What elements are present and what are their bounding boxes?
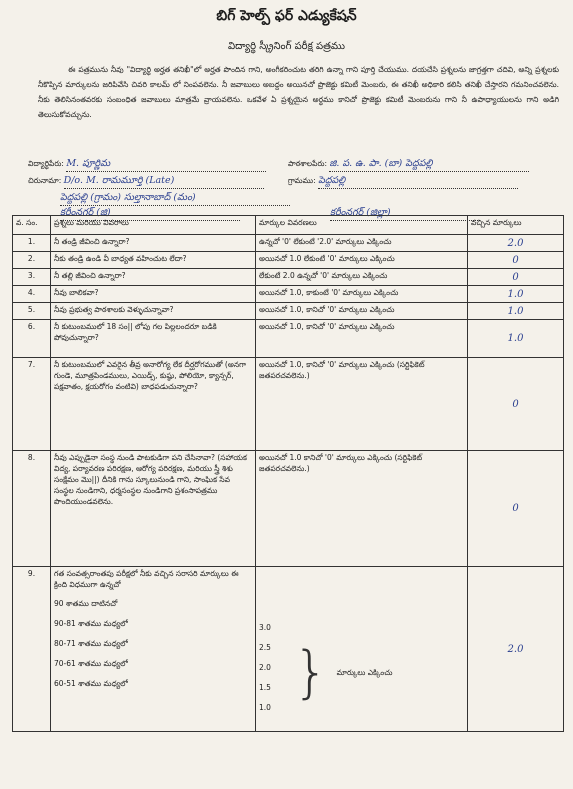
row-number: 5.	[13, 303, 51, 320]
grade-row	[54, 679, 252, 699]
student-name-label: విద్యార్థిపేరు:	[28, 159, 64, 168]
row-score[interactable]	[468, 303, 564, 320]
grade-mark: 2.0	[259, 663, 271, 672]
row-question: నీవు ఎప్పుడైనా సంస్థ నుండి పాటకుడిగా పని చేసినావా? (సహాయక విద్య, పర్యావరణ పరిరక్షణ, ఆరోగ్య పరిరక్షణ, మరియు స్త్రీ శిశు సంక్షేమం మొ||) దీనికి గాను స్కూలునుండి గాని, సాంఘిక సేవ సంస్థల నుండిగాని, ధర్మసంస్థల నుండిగాని ప్రశంసాపత్రము పొందియుండవలెను.	[51, 451, 256, 567]
grade-question: గత సంవత్సరాంతపు పరీక్షలో నీకు వచ్చిన సరాసరి మార్కులు ఈ క్రింది విధముగా ఉన్నచో	[54, 569, 239, 589]
form-subtitle: విద్యార్థి స్క్రీనింగ్ పరీక్ష పత్రము	[228, 41, 345, 52]
grade-row	[54, 639, 252, 659]
row-score[interactable]	[468, 320, 564, 358]
row-question	[51, 567, 256, 732]
row-score[interactable]	[468, 252, 564, 269]
score-value: 0	[512, 271, 519, 283]
grade-range: 90-81 శాతము మధ్యలో	[54, 619, 128, 628]
score-value: 1.0	[507, 288, 524, 300]
address-field	[28, 175, 264, 189]
grade-row	[54, 659, 252, 679]
table-row	[13, 567, 564, 732]
village-field	[288, 175, 518, 189]
row-marking: అయినచో 1.0 కానిచో '0' మార్కులు ఎక్కించు (సర్టిఫికెట్ జతపరచవలెను.)	[256, 451, 468, 567]
table-row	[13, 303, 564, 320]
row-marking: అయినచో 1.0, కానిచో '0' మార్కులు ఎక్కించు (సర్టిఫికెట్ జతపరచవలెను.)	[256, 358, 468, 451]
address-line-3-value: కరీంనగర్ (జి)	[60, 207, 111, 218]
row-score[interactable]	[468, 286, 564, 303]
row-marking: అయినచో 1.0 లేకుంటే '0' మార్కులు ఎక్కించు	[256, 252, 468, 269]
row-marking: అయినచో 1.0, కానిచో '0' మార్కులు ఎక్కించు	[256, 320, 468, 358]
row-marking: అయినచో 1.0, కాకుంటే '0' మార్కులు ఎక్కించు	[256, 286, 468, 303]
col-header-serial: వ. సం.	[13, 216, 51, 235]
row-marking: లేకుంటే 2.0 ఉన్నచో '0' మార్కులు ఎక్కించు	[256, 269, 468, 286]
row-number: 9.	[13, 567, 51, 732]
instructions-paragraph: ఈ పత్రమును నీవు "విద్యార్థి అర్హత తనిఖీ"లో అర్హత పొందిన గాని, అంగీకరించుట తరిగి ఉన్నా గాని పూర్తి చేయుము. దయచేసి ప్రశ్నలను జాగ్రత్తగా చదివి, అన్ని ప్రశ్నలకు నీకొప్పిన మార్కులను జరిపివేసి చివరి కాలమ్ లో నింపవలెను. నీ జవాబులు అబద్దం అయినచో ప్రొజెక్టు కమిటీ మెంబరు, ఈ తనిఖీ అధికారి కలిసి తనిఖీ చేస్తారని గమనించవలెను. నీకు తెలిసినంతవరకు సంబంధిత జవాబులు మాత్రమే వ్రాయవలెను. ఒకవేళ ఏ ప్రశ్నయైన అర్థము కానిచో ప్రొజెక్టు కమిటీ మెంబరును గాని నీ ఉపాధ్యాయులను గాని అడిగి తెలుసుకోవచ్చును.	[38, 65, 559, 119]
score-value: 1.0	[507, 305, 524, 317]
grade-range: 60-51 శాతము మధ్యలో	[54, 679, 128, 688]
table-row	[13, 286, 564, 303]
col-header-questions: ప్రశ్నలు మరియు వివరాలు	[51, 216, 256, 235]
address-line-3b-value: కరీంనగర్ (జిల్లా)	[330, 207, 391, 218]
row-number: 3.	[13, 269, 51, 286]
table-row	[13, 235, 564, 252]
row-question: నీ కుటుంబములో 18 సం|| లోపు గల పిల్లలందరూ బడికి పోవుచున్నారా?	[51, 320, 256, 358]
score-value: 2.0	[507, 643, 524, 655]
table-row	[13, 252, 564, 269]
row-number: 4.	[13, 286, 51, 303]
grade-mark: 2.5	[259, 643, 271, 652]
score-value: 0	[512, 398, 519, 410]
col-header-score: వచ్చిన మార్కులు	[468, 216, 564, 235]
row-question: నీ తల్లి జీవించి ఉన్నారా?	[51, 269, 256, 286]
school-name-value: జి. ప. ఉ. పా. (బా) పెద్దపల్లి	[329, 158, 433, 169]
row-question: నీవు బాలికవా?	[51, 286, 256, 303]
row-marking: అయినచో 1.0, కానిచో '0' మార్కులు ఎక్కించు	[256, 303, 468, 320]
form-title: బిగ్ హెల్ప్ ఫర్ ఎడ్యుకేషన్	[216, 8, 357, 24]
row-number: 8.	[13, 451, 51, 567]
table-row	[13, 320, 564, 358]
row-question: నీ కుటుంబములో ఎవరైన తీవ్ర అనారోగ్య లేక దీర్ఘరోగముతో (అనగా గుండె, మూత్రపిండములు, ఎయిడ్స్, కుష్ఠు, పోలియో, క్యాన్సర్, పక్షవాతం, క్షయరోగం వంటివి) బాధపడుచున్నారా?	[51, 358, 256, 451]
row-number: 6.	[13, 320, 51, 358]
address-label: చిరునామా:	[28, 176, 62, 185]
row-number: 2.	[13, 252, 51, 269]
row-score[interactable]	[468, 567, 564, 732]
brace-icon: }	[293, 640, 329, 705]
score-value: 0	[512, 503, 519, 514]
address-value: D/o. M. రామమూర్తి (Late)	[63, 175, 175, 186]
row-number: 7.	[13, 358, 51, 451]
row-score[interactable]	[468, 235, 564, 252]
row-marking	[256, 567, 468, 732]
school-name-label: పాఠశాలపేరు:	[288, 159, 328, 168]
row-question: నీవు ప్రభుత్వ పాఠశాలకు వెళ్ళుచున్నావా?	[51, 303, 256, 320]
village-label: గ్రామము:	[288, 176, 316, 185]
village-value: పెద్దపల్లి	[318, 175, 346, 186]
school-name-field	[288, 158, 529, 172]
score-value: 2.0	[507, 237, 524, 249]
grade-row	[54, 619, 252, 639]
table-row	[13, 358, 564, 451]
table-header-row	[13, 216, 564, 235]
row-number: 1.	[13, 235, 51, 252]
table-row	[13, 451, 564, 567]
col-header-marking: మార్కుల వివరణలు	[256, 216, 468, 235]
row-question: నీ తండ్రి జీవించి ఉన్నారా?	[51, 235, 256, 252]
grade-mark: 1.0	[259, 703, 271, 712]
grade-range: 90 శాతము దాటినచో	[54, 599, 118, 608]
grade-mark: 1.5	[259, 683, 271, 692]
grade-range: 80-71 శాతము మధ్యలో	[54, 639, 128, 648]
row-score[interactable]	[468, 358, 564, 451]
score-value: 1.0	[507, 333, 524, 344]
student-name-value: M. పూర్ణిమ	[66, 158, 111, 169]
grade-range: 70-61 శాతము మధ్యలో	[54, 659, 128, 668]
grade-row	[54, 599, 252, 619]
row-marking: ఉన్నచో '0' లేకుంటే '2.0' మార్కులు ఎక్కించు	[256, 235, 468, 252]
grade-mark: 3.0	[259, 623, 271, 632]
address-line-2	[60, 192, 290, 206]
grade-marking-text: మార్కులు ఎక్కించు	[336, 667, 393, 677]
row-score[interactable]	[468, 451, 564, 567]
address-line-2-value: పెద్దపల్లి (గ్రామం) సుల్తానాబాద్ (మం)	[60, 192, 196, 203]
screening-table	[12, 215, 564, 732]
table-row	[13, 269, 564, 286]
row-score[interactable]	[468, 269, 564, 286]
student-name-field	[28, 158, 266, 172]
score-value: 0	[512, 254, 519, 266]
row-question: నీకు తండ్రి ఉండి వీ బాధ్యత వహించుట లేదా?	[51, 252, 256, 269]
